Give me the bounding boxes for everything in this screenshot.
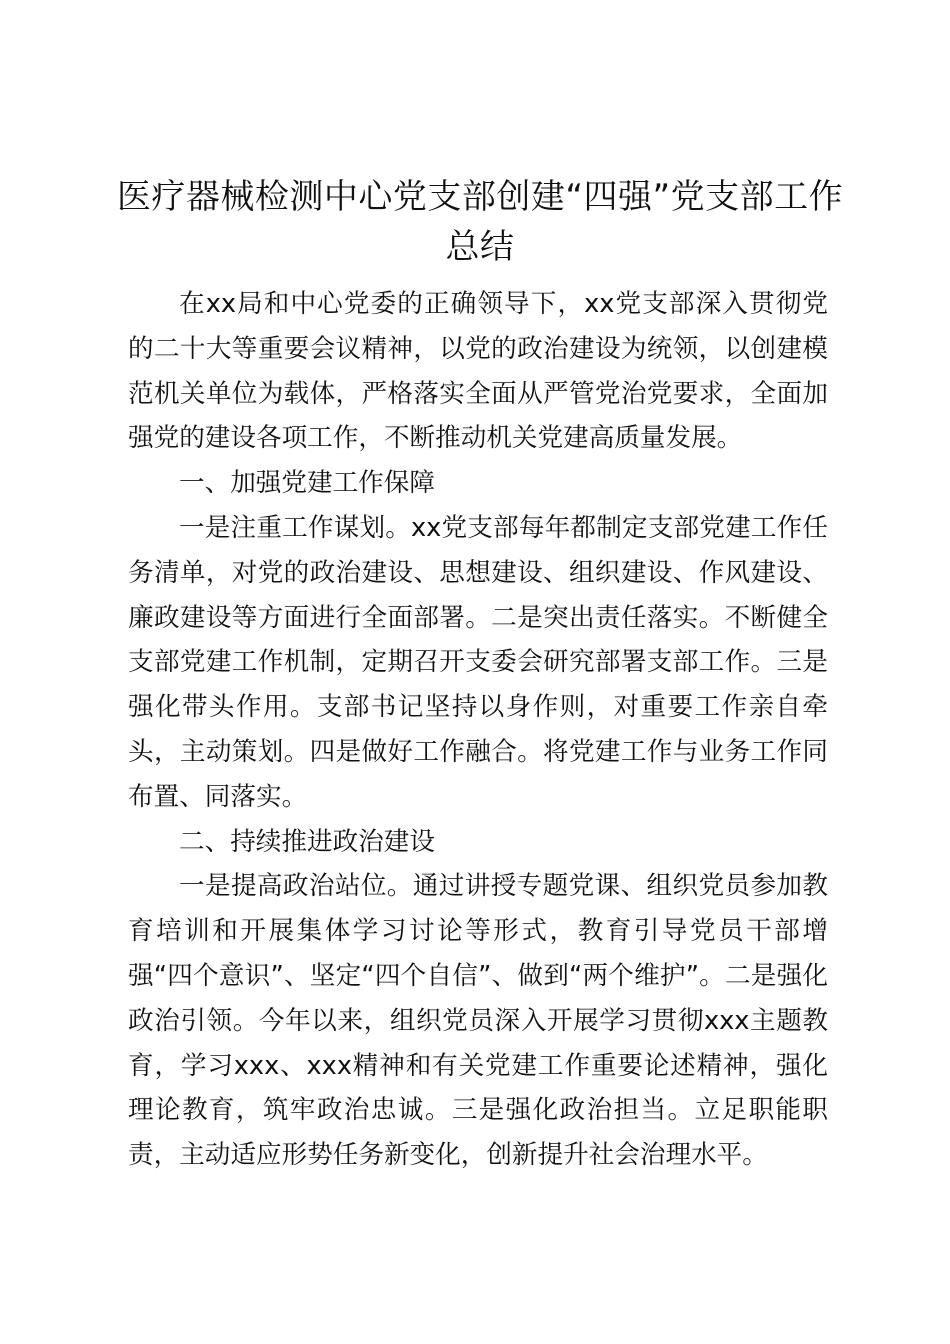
section-2-paragraph: 一是提高政治站位。通过讲授专题党课、组织党员参加教育培训和开展集体学习讨论等形式，教育引导党员干部增强“四个意识”、坚定“四个自信”、做到“两个维护”。二是强化政治引领。今年以来，组织党员深入开展学习贯彻xxx主题教育，学习xxx、xxx精神和有关党建工作重要论述精神，强化理论教育，筑牢政治忠诚。三是强化政治担当。立足职能职责，主动适应形势任务新变化，创新提升社会治理水平。	[128, 871, 828, 1171]
document-title: 医疗器械检测中心党支部创建“四强”党支部工作总结	[116, 177, 844, 267]
intro-paragraph: 在xx局和中心党委的正确领导下，xx党支部深入贯彻党的二十大等重要会议精神，以党的政治建设为统领，以创建模范机关单位为载体，严格落实全面从严管党治党要求，全面加强党的建设各项工作，不断推动机关党建高质量发展。	[128, 289, 828, 454]
document-body	[128, 282, 828, 1178]
section-heading-2: 二、持续推进政治建设	[179, 826, 435, 857]
section-heading-1: 一、加强党建工作保障	[179, 468, 435, 499]
section-1-paragraph: 一是注重工作谋划。xx党支部每年都制定支部党建工作任务清单，对党的政治建设、思想建设、组织建设、作风建设、廉政建设等方面进行全面部署。二是突出责任落实。不断健全支部党建工作机制，定期召开支委会研究部署支部工作。三是强化带头作用。支部书记坚持以身作则，对重要工作亲自牵头，主动策划。四是做好工作融合。将党建工作与业务工作同布置、同落实。	[128, 512, 828, 812]
